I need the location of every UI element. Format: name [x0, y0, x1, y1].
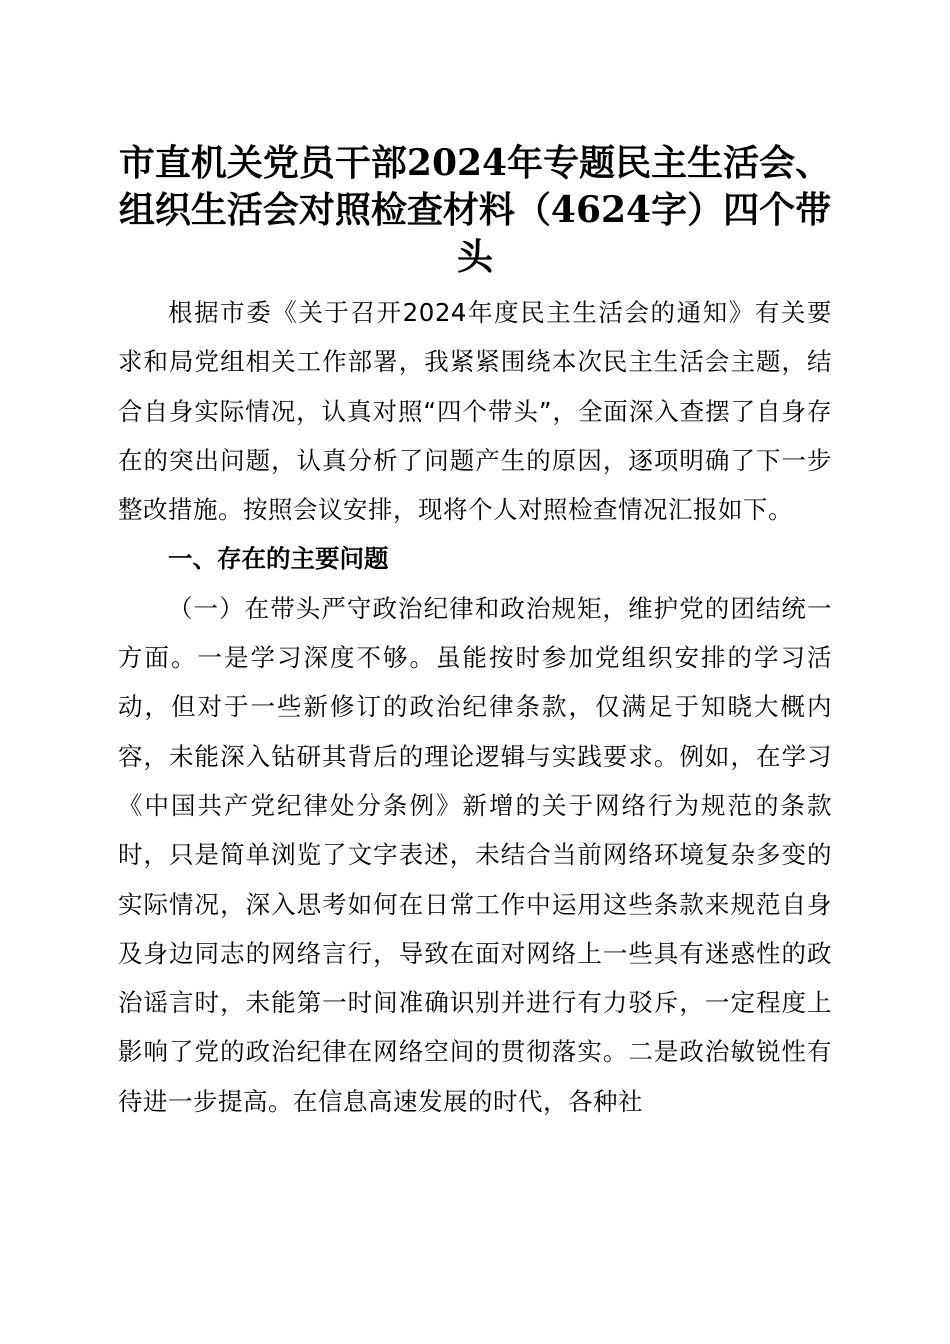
section-heading: 一、存在的主要问题: [168, 544, 389, 574]
intro-paragraph: 根据市委《关于召开2024年度民主生活会的通知》有关要求和局党组相关工作部署，我紧紧围绕本次民主生活会主题，结合自身实际情况，认真对照“四个带头”，全面深入查摆了自身存在的突出问题，认真分析了问题产生的原因，逐项明确了下一步整改措施。按照会议安排，现将个人对照检查情况汇报如下。: [118, 298, 832, 525]
section-paragraph: （一）在带头严守政治纪律和政治规矩，维护党的团结统一方面。一是学习深度不够。虽能按时参加党组织安排的学习活动，但对于一些新修订的政治纪律条款，仅满足于知晓大概内容，未能深入钻研其背后的理论逻辑与实践要求。例如，在学习《中国共产党纪律处分条例》新增的关于网络行为规范的条款时，只是简单浏览了文字表述，未结合当前网络环境复杂多变的实际情况，深入思考如何在日常工作中运用这些条款来规范自身及身边同志的网络言行，导致在面对网络上一些具有迷惑性的政治谣言时，未能第一时间准确识别并进行有力驳斥，一定程度上影响了党的政治纪律在网络空间的贯彻落实。二是政治敏锐性有待进一步提高。在信息高速发展的时代，各种社: [118, 593, 832, 1116]
document-title: 市直机关党员干部2024年专题民主生活会、组织生活会对照检查材料（4624字）四个带头: [118, 142, 832, 278]
document-body: [118, 288, 832, 1126]
